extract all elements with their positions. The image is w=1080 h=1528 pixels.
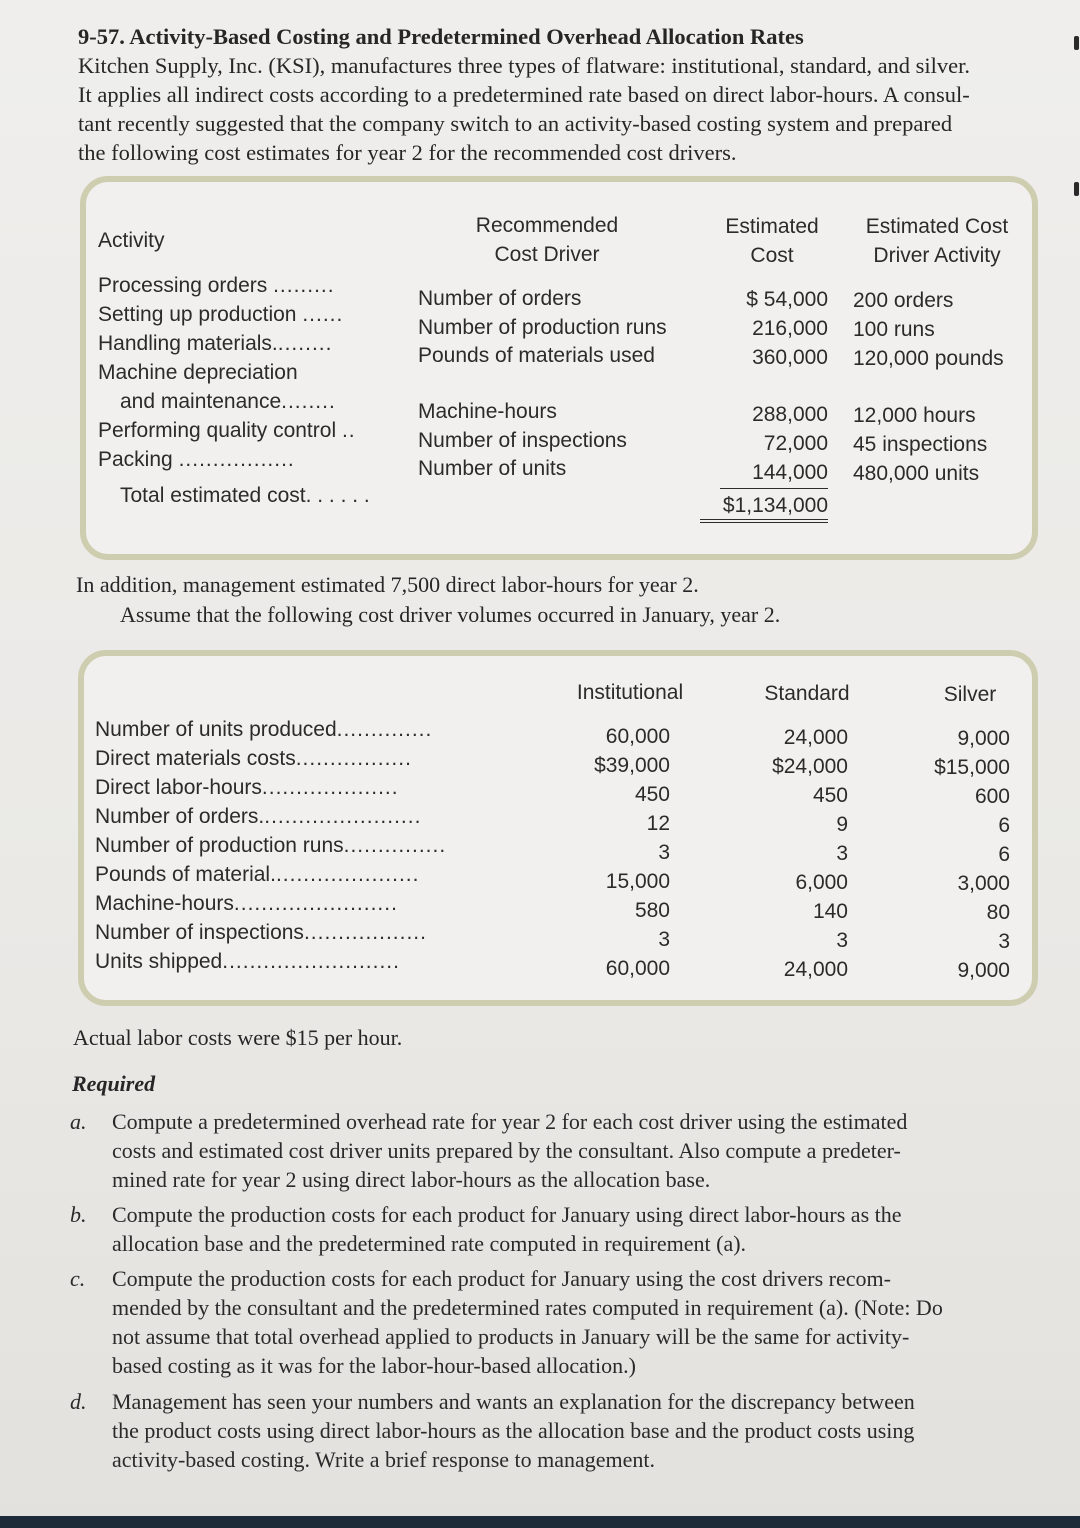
requirement-line: not assume that total overhead applied to products in January will be the same for activity- — [112, 1324, 910, 1349]
activity-name: Setting up production ...... — [98, 303, 344, 326]
cell-value: 600 — [974, 785, 1010, 808]
requirement-line: the product costs using direct labor-hours as the allocation base and the product costs using — [112, 1418, 915, 1443]
problem-heading — [78, 22, 1058, 167]
requirement-label: a. — [70, 1109, 87, 1134]
header-activity: Activity — [98, 229, 165, 252]
january-volumes-intro: Assume that the following cost driver volumes occurred in January, year 2. — [120, 602, 781, 627]
row-label: Number of inspections.................. — [95, 921, 427, 944]
cell-value: 24,000 — [783, 958, 848, 981]
cell-value: 9 — [836, 813, 848, 836]
page-edge-mark — [1074, 36, 1079, 50]
cell-value: 3 — [836, 842, 848, 865]
driver-activity: 12,000 hours — [853, 404, 976, 427]
cell-value: 24,000 — [783, 726, 848, 749]
cell-value: 6 — [998, 843, 1010, 866]
driver-activity: 200 orders — [853, 289, 954, 312]
subtotal-rule — [720, 488, 828, 489]
row-label: Pounds of material...................... — [95, 863, 420, 886]
column-header: Silver — [943, 683, 997, 706]
header-activity-line1: Estimated Cost — [865, 215, 1009, 238]
cell-value: 9,000 — [957, 727, 1010, 750]
requirement-line: mended by the consultant and the predetermined rates computed in requirement (a). (Note: Do — [112, 1295, 943, 1320]
requirement-line: Management has seen your numbers and wants an explanation for the discrepancy between — [112, 1389, 915, 1414]
cell-value: 450 — [812, 784, 848, 807]
cell-value: $24,000 — [772, 755, 848, 778]
cost-driver: Number of inspections — [418, 429, 627, 452]
estimated-cost: 288,000 — [752, 403, 828, 426]
header-activity-line2: Driver Activity — [873, 244, 1001, 267]
cell-value: 3 — [998, 930, 1010, 953]
column-header: Standard — [764, 682, 850, 705]
cell-value: 6,000 — [795, 871, 848, 894]
activity-name: Machine depreciation — [98, 361, 298, 384]
requirement-line: Compute the production costs for each product for January using the cost drivers recom- — [112, 1266, 891, 1291]
cost-driver: Machine-hours — [418, 400, 557, 423]
cell-value: 450 — [634, 783, 670, 806]
row-label: Direct labor-hours.................... — [95, 776, 399, 799]
cell-value: 12 — [646, 812, 670, 835]
requirement-line: mined rate for year 2 using direct labor-hours as the allocation base. — [112, 1167, 711, 1192]
cell-value: $15,000 — [934, 756, 1010, 779]
row-label: Machine-hours........................ — [95, 892, 398, 915]
intro-line: It applies all indirect costs according to a predetermined rate based on direct labor-hours. A consul- — [78, 82, 970, 107]
activity-name: Processing orders ......... — [98, 274, 335, 297]
page-edge-mark — [1074, 182, 1079, 196]
cell-value: 3 — [836, 929, 848, 952]
cell-value: 9,000 — [957, 959, 1010, 982]
cost-driver: Pounds of materials used — [418, 344, 655, 367]
estimated-cost: 72,000 — [763, 432, 828, 455]
requirement-line: Compute the production costs for each product for January using direct labor-hours as the — [112, 1202, 902, 1227]
column-header: Institutional — [576, 681, 684, 704]
table-surface-edge — [0, 1516, 1080, 1528]
cell-value: 580 — [634, 899, 670, 922]
requirement-line: based costing as it was for the labor-hour-based allocation.) — [112, 1353, 636, 1378]
estimated-cost: $ 54,000 — [746, 288, 828, 311]
requirement-label: b. — [70, 1202, 87, 1227]
activity-name: Handling materials......... — [98, 332, 333, 355]
row-label: Units shipped.......................... — [95, 950, 400, 973]
intro-line: the following cost estimates for year 2 for the recommended cost drivers. — [78, 140, 737, 165]
driver-activity: 45 inspections — [853, 433, 988, 456]
cell-value: 80 — [986, 901, 1010, 924]
intro-line: tant recently suggested that the company switch to an activity-based costing system and prepared — [78, 111, 953, 136]
row-label: Number of units produced.............. — [95, 718, 433, 741]
header-cost-line2: Cost — [750, 244, 794, 267]
cell-value: 60,000 — [605, 957, 670, 980]
cell-value: 15,000 — [605, 870, 670, 893]
header-driver-line1: Recommended — [475, 214, 619, 237]
activity-name: Performing quality control .. — [98, 419, 356, 442]
cell-value: 3 — [658, 841, 670, 864]
cell-value: 140 — [812, 900, 848, 923]
total-value: $1,134,000 — [700, 493, 828, 523]
cost-driver: Number of units — [418, 457, 567, 480]
cell-value: 3,000 — [957, 872, 1010, 895]
requirement-line: costs and estimated cost driver units prepared by the consultant. Also compute a predeter- — [112, 1138, 901, 1163]
driver-activity: 120,000 pounds — [853, 347, 1004, 370]
requirement-line: Compute a predetermined overhead rate for year 2 for each cost driver using the estimated — [112, 1109, 908, 1134]
activity-name: and maintenance........ — [120, 390, 336, 413]
cell-value: 3 — [658, 928, 670, 951]
estimated-cost: 216,000 — [752, 317, 828, 340]
header-cost-line1: Estimated — [725, 215, 819, 238]
labor-hours-estimate: In addition, management estimated 7,500 direct labor-hours for year 2. — [76, 572, 699, 597]
row-label: Number of orders........................ — [95, 805, 422, 828]
required-heading: Required — [72, 1071, 156, 1096]
requirement-label: d. — [70, 1389, 87, 1414]
requirement-line: activity-based costing. Write a brief response to management. — [112, 1447, 656, 1472]
cost-driver: Number of production runs — [418, 316, 667, 339]
requirement-label: c. — [70, 1266, 86, 1291]
cell-value: 60,000 — [605, 725, 670, 748]
driver-activity: 100 runs — [853, 318, 935, 341]
problem-title: 9-57. Activity-Based Costing and Predetermined Overhead Allocation Rates — [78, 24, 804, 49]
requirement-line: allocation base and the predetermined rate computed in requirement (a). — [112, 1231, 747, 1256]
header-driver-line2: Cost Driver — [494, 243, 600, 266]
activity-name: Packing ................. — [98, 448, 295, 471]
intro-line: Kitchen Supply, Inc. (KSI), manufactures three types of flatware: institutional, standard, and silver. — [78, 53, 971, 78]
cost-driver: Number of orders — [418, 287, 582, 310]
driver-activity: 480,000 units — [853, 462, 980, 485]
cell-value: 6 — [998, 814, 1010, 837]
labor-cost-note: Actual labor costs were $15 per hour. — [73, 1025, 403, 1050]
total-label: Total estimated cost. . . . . . — [120, 484, 370, 507]
row-label: Direct materials costs................. — [95, 747, 412, 770]
estimated-cost: 144,000 — [752, 461, 828, 484]
row-label: Number of production runs............... — [95, 834, 447, 857]
cell-value: $39,000 — [594, 754, 670, 777]
estimated-cost: 360,000 — [752, 346, 828, 369]
